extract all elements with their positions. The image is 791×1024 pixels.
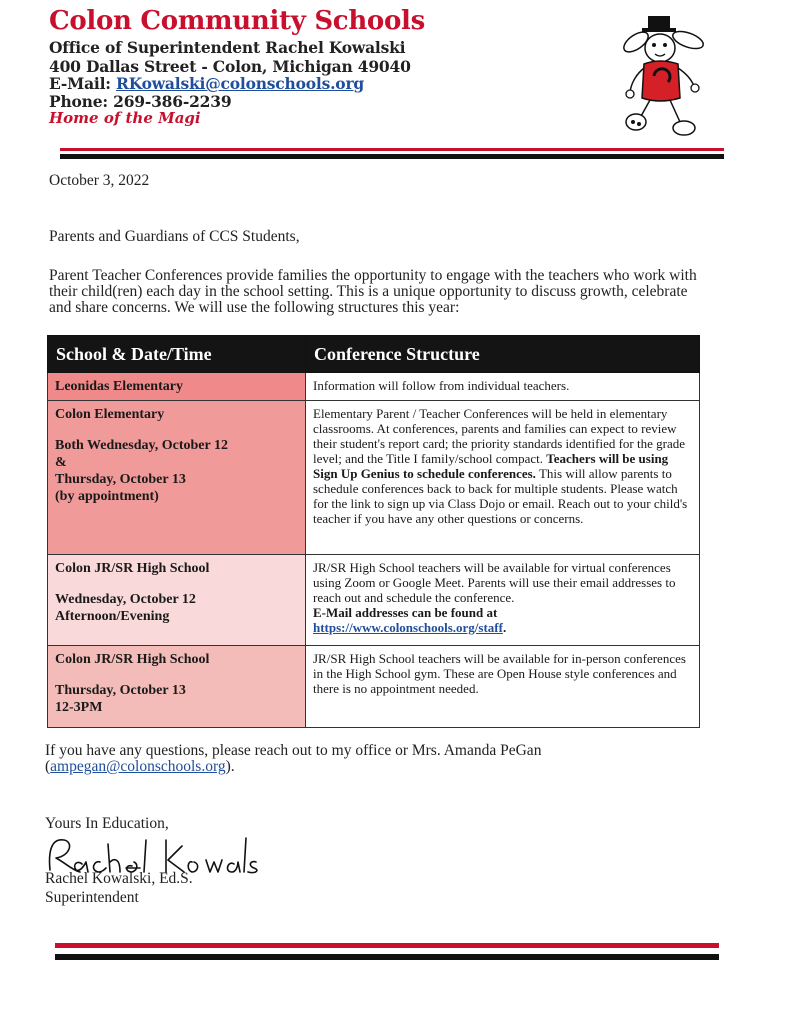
date-line: Thursday, October 13 (55, 472, 186, 487)
magi-mascot-logo-icon (618, 12, 710, 140)
footer-black-divider (55, 954, 719, 960)
structure-text: JR/SR High School teachers will be available for virtual conferences using Zoom or Google Meet. Parents will use their email addresses to reach out and schedule the conference. (313, 560, 676, 605)
staff-directory-link[interactable]: https://www.colonschools.org/staff (313, 620, 503, 635)
closing-paragraph (45, 743, 725, 775)
header-black-divider (60, 154, 724, 159)
date-line: 12-3PM (55, 700, 103, 715)
structure-cell (306, 555, 700, 646)
school-cell (48, 646, 306, 728)
structure-bold-text: E-Mail addresses can be found at (313, 605, 498, 620)
email-line (49, 74, 364, 93)
footer-red-divider (55, 943, 719, 948)
school-name-cell: Colon JR/SR High School (55, 561, 210, 576)
date-line: (by appointment) (55, 489, 159, 504)
structure-text: This will allow parents to schedule conferences back to back for multiple students. Please watch for the link to sign up via Class Dojo or email. Reach out to your child's teacher if you have any other questions or concerns. (313, 466, 688, 526)
signer-title: Superintendent (45, 889, 139, 906)
column-header-school: School & Date/Time (48, 336, 306, 373)
school-name-cell: Leonidas Elementary (55, 379, 183, 394)
structure-cell (306, 401, 700, 555)
phone-line: Phone: 269-386-2239 (49, 92, 232, 111)
superintendent-email-link[interactable]: RKowalski@colonschools.org (116, 74, 365, 93)
structure-end: . (502, 620, 507, 635)
date-line: Thursday, October 13 (55, 683, 186, 698)
paren-open: ( (45, 758, 51, 775)
date-line: & (55, 455, 67, 470)
intro-paragraph: Parent Teacher Conferences provide families the opportunity to engage with the teachers who work with their child(ren) each day in the school setting. This is a unique opportunity to discuss growth, celebrate and share concerns. We will use the following structures this year: (49, 267, 697, 316)
header-red-divider (60, 148, 724, 151)
tagline: Home of the Magi (49, 109, 201, 127)
date-line: Wednesday, October 12 (55, 592, 196, 607)
school-name-cell: Colon Elementary (55, 407, 165, 422)
structure-bold-text: Teachers will be using Sign Up Genius to schedule conferences. (313, 451, 669, 481)
date-line: Both Wednesday, October 12 (55, 438, 228, 453)
conference-table (47, 335, 700, 728)
signoff: Yours In Education, (45, 815, 169, 832)
salutation: Parents and Guardians of CCS Students, (49, 228, 300, 245)
date-line: Afternoon/Evening (55, 609, 170, 624)
school-name: Colon Community Schools (49, 6, 425, 36)
structure-text: Elementary Parent / Teacher Conferences will be held in elementary classrooms. At conferences, parents and families can expect to review their student's report card; the priority standards identified for the grade level; and the Title I family/school compact. (313, 406, 685, 466)
pegan-email-link[interactable]: ampegan@colonschools.org (50, 758, 226, 775)
letter-date: October 3, 2022 (49, 172, 150, 189)
table-row (48, 373, 700, 401)
school-address: 400 Dallas Street - Colon, Michigan 49040 (49, 57, 411, 76)
school-cell (48, 401, 306, 555)
table-row (48, 401, 700, 555)
table-row (48, 555, 700, 646)
signer-name: Rachel Kowalski, Ed.S. (45, 870, 193, 887)
structure-cell: JR/SR High School teachers will be available for in-person conferences in the High School gym. These are Open House style conferences and there is no appointment needed. (306, 646, 700, 728)
structure-cell: Information will follow from individual teachers. (306, 373, 700, 401)
paren-close: ). (225, 758, 235, 775)
table-row (48, 646, 700, 728)
closing-text: If you have any questions, please reach out to my office or Mrs. Amanda PeGan (45, 742, 542, 759)
email-label: E-Mail: (49, 74, 117, 93)
school-cell (48, 373, 306, 401)
column-header-structure: Conference Structure (306, 336, 700, 373)
table-header-row (48, 336, 700, 373)
school-name-cell: Colon JR/SR High School (55, 652, 210, 667)
school-cell (48, 555, 306, 646)
superintendent-office: Office of Superintendent Rachel Kowalski (49, 38, 406, 57)
